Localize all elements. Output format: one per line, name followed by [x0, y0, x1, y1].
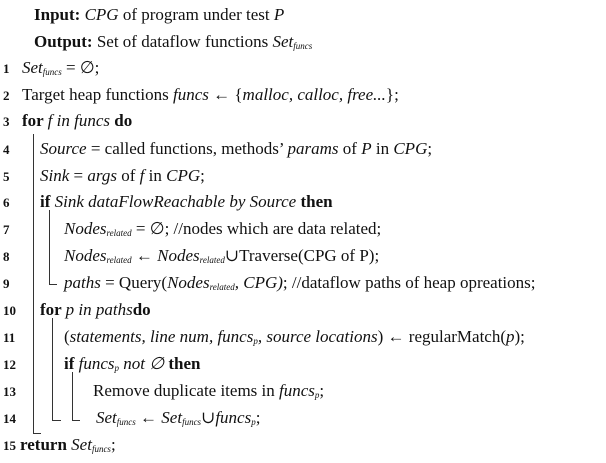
var: f: [139, 166, 145, 185]
var: Set: [161, 408, 183, 427]
line-number: 3: [3, 114, 10, 129]
line-number: 11: [3, 330, 16, 345]
var: CPG: [393, 139, 428, 158]
text: Remove duplicate items in: [93, 381, 280, 400]
var: funcs: [215, 408, 252, 427]
line-2: [22, 85, 399, 105]
text: Target heap functions: [22, 85, 173, 104]
line-number: 9: [3, 276, 10, 291]
var: Set: [22, 58, 43, 77]
line-10: [40, 300, 151, 320]
var: p: [506, 327, 515, 346]
subscript: related: [106, 255, 132, 265]
subscript: p: [314, 390, 320, 400]
text: = ∅;: [61, 58, 100, 77]
line-number: 5: [3, 169, 10, 184]
keyword-do: do: [110, 111, 133, 130]
var: Sink dataFlowReachable by Source: [54, 192, 297, 211]
line-number: 15: [3, 438, 16, 453]
var: Set: [71, 435, 92, 454]
line-9: [64, 273, 536, 293]
subscript: funcs: [91, 444, 111, 454]
line-number: 10: [3, 303, 16, 318]
text: ; //dataflow paths of heap opreations;: [282, 273, 536, 292]
var: malloc, calloc, free...: [242, 85, 386, 104]
var: Sink: [40, 166, 70, 185]
var: CPG: [166, 166, 201, 185]
var: Source: [40, 139, 87, 158]
var: Set: [96, 408, 117, 427]
subscript: p: [251, 417, 256, 427]
line-number: 8: [3, 249, 10, 264]
line-5: [40, 166, 205, 186]
var: , CPG): [234, 273, 283, 292]
text: ←: [135, 408, 162, 427]
var: params: [287, 139, 339, 158]
text: of: [116, 166, 140, 185]
line-15: [20, 435, 116, 455]
var: P: [361, 139, 372, 158]
var: funcs: [78, 354, 115, 373]
subscript: p: [114, 363, 120, 373]
text: ) ← regularMatch(: [377, 327, 507, 346]
var: Nodes: [157, 246, 200, 265]
input-line: [34, 5, 284, 25]
keyword-do: do: [132, 300, 151, 319]
subscript: funcs: [182, 417, 202, 427]
output-sub: funcs: [293, 41, 313, 51]
text: of: [338, 139, 362, 158]
text: (: [64, 327, 70, 346]
input-text: of program under test: [118, 5, 274, 24]
text: ;: [255, 408, 261, 427]
var: p in paths: [65, 300, 133, 319]
line-number: 14: [3, 411, 16, 426]
text: ;: [319, 381, 325, 400]
line-number: 13: [3, 384, 16, 399]
text: =: [69, 166, 88, 185]
text: ∪: [201, 408, 216, 427]
text: = ∅; //nodes which are data related;: [131, 219, 382, 238]
for-paths-block-bar: [52, 318, 53, 420]
if-block-bar: [49, 210, 50, 284]
input-label: Input:: [34, 5, 81, 24]
if-funcs-block-end: [72, 420, 80, 421]
subscript: related: [209, 282, 235, 292]
var: Nodes: [167, 273, 210, 292]
var: f in funcs: [47, 111, 110, 130]
var: statements, line num, funcs: [69, 327, 254, 346]
line-14: [96, 408, 260, 428]
subscript: related: [106, 228, 132, 238]
subscript: funcs: [116, 417, 136, 427]
line-8: [64, 246, 379, 266]
line-12: [64, 354, 200, 374]
output-label: Output:: [34, 32, 93, 51]
text: ∪Traverse(CPG of P);: [224, 246, 380, 265]
line-number: 7: [3, 222, 10, 237]
text: ;: [110, 435, 116, 454]
keyword-for: for: [40, 300, 66, 319]
text: ;: [200, 166, 205, 185]
line-4: [40, 139, 432, 159]
line-number: 2: [3, 88, 10, 103]
line-11: [64, 327, 525, 347]
keyword-for: for: [22, 111, 48, 130]
var: paths: [64, 273, 101, 292]
text: ;: [427, 139, 433, 158]
var: Nodes: [64, 219, 107, 238]
line-number: 1: [3, 61, 10, 76]
line-number: 12: [3, 357, 16, 372]
text: );: [514, 327, 525, 346]
text: ←: [131, 246, 158, 265]
var: Nodes: [64, 246, 107, 265]
keyword-if: if: [40, 192, 55, 211]
var: funcs: [172, 85, 209, 104]
line-7: [64, 219, 381, 239]
keyword-return: return: [20, 435, 72, 454]
subscript: related: [199, 255, 225, 265]
keyword-then: then: [168, 354, 201, 373]
input-cpg: CPG: [84, 5, 119, 24]
line-6: [40, 192, 333, 212]
for-block-end: [33, 433, 41, 434]
subscript: funcs: [42, 67, 62, 77]
var: args: [87, 166, 117, 185]
keyword-then: then: [296, 192, 333, 211]
output-line: [34, 32, 312, 52]
line-1: [22, 58, 99, 78]
output-text: Set of dataflow functions: [96, 32, 273, 51]
if-block-end: [49, 284, 57, 285]
input-var: P: [273, 5, 285, 24]
text: = Query(: [100, 273, 168, 292]
if-funcs-block-bar: [72, 372, 73, 420]
var: , source locations: [257, 327, 378, 346]
subscript: p: [253, 336, 258, 346]
text: in: [144, 166, 167, 185]
for-paths-block-end: [52, 420, 61, 421]
output-var: Set: [272, 32, 294, 51]
line-13: [93, 381, 324, 401]
text: = called functions, methods’: [86, 139, 288, 158]
line-number: 4: [3, 142, 10, 157]
for-block-bar: [33, 134, 34, 433]
var: not ∅: [119, 354, 169, 373]
line-number: 6: [3, 195, 10, 210]
line-3: [22, 111, 132, 131]
keyword-if: if: [64, 354, 79, 373]
text: ← {: [208, 85, 243, 104]
var: funcs: [279, 381, 315, 400]
text: in: [371, 139, 394, 158]
text: };: [385, 85, 399, 104]
